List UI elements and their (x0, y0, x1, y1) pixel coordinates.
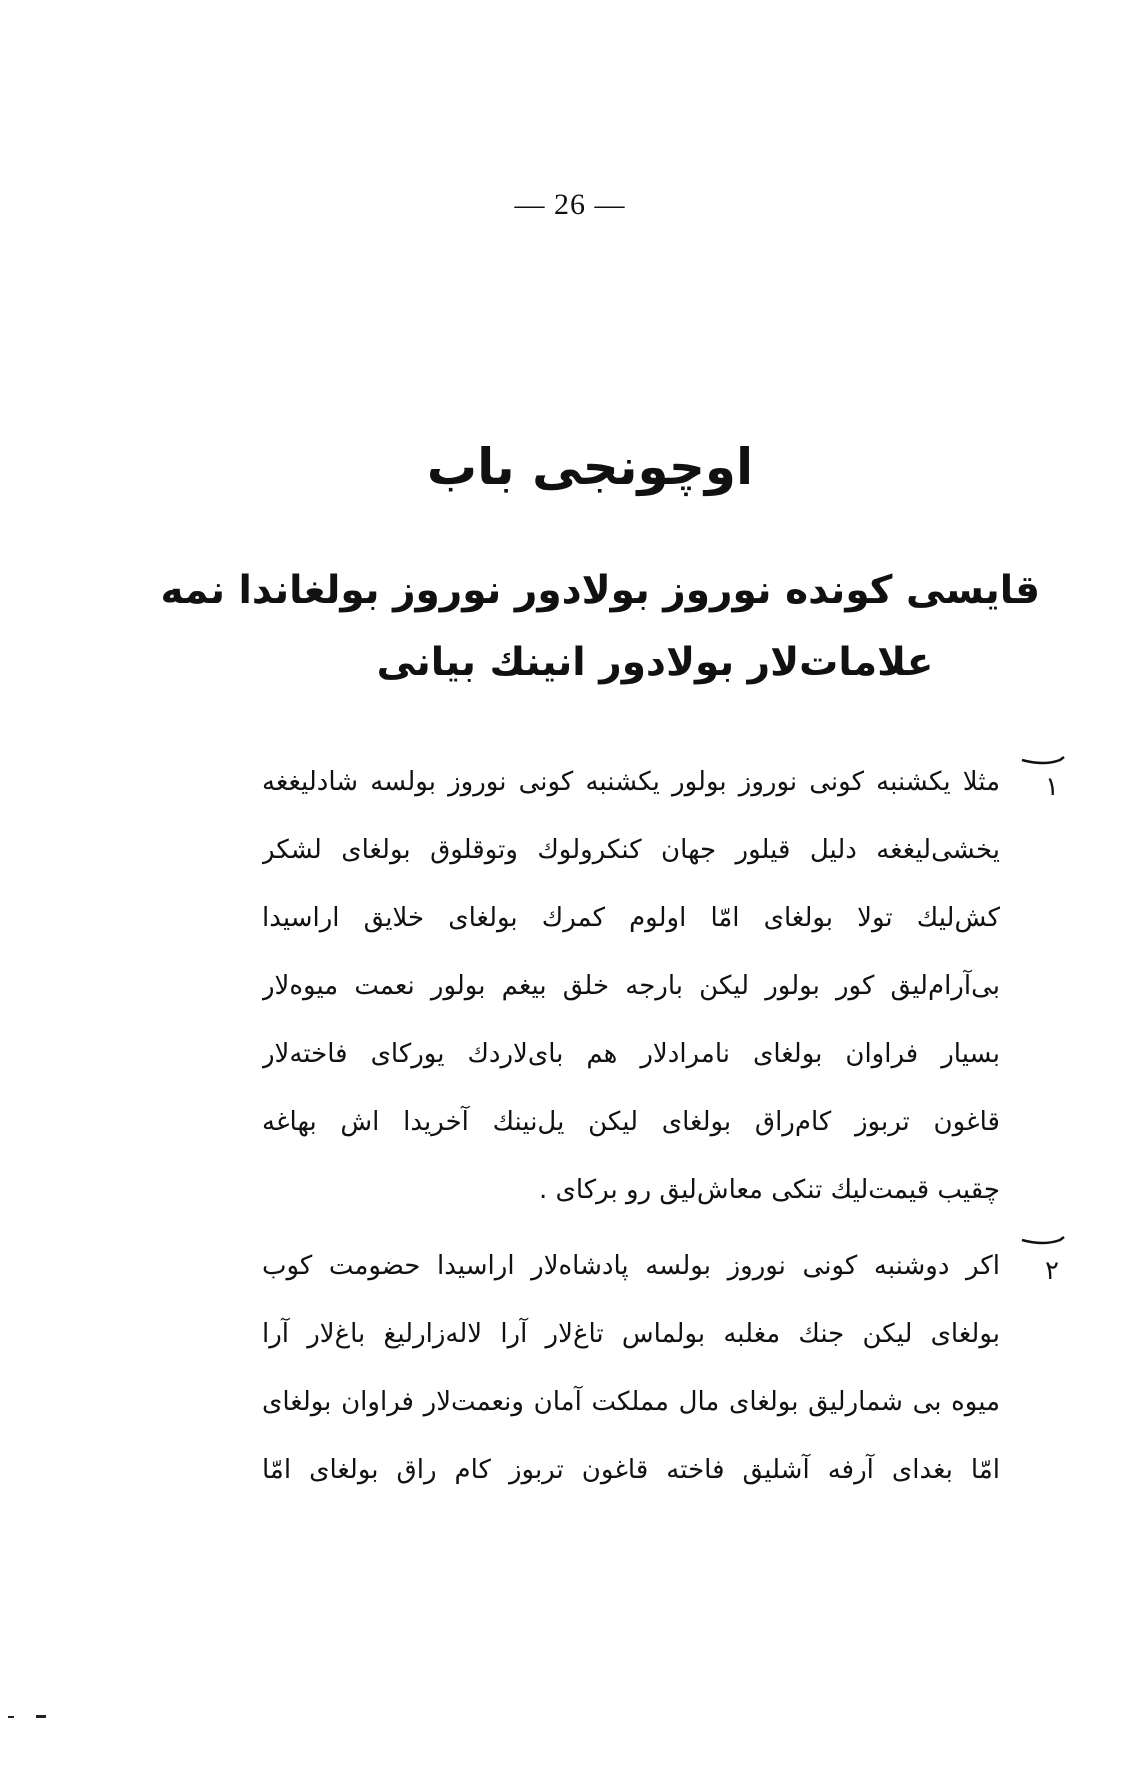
paragraph-line: میوه بی شمارلیق بولغای مال مملکت آمان ونعمت‌لار فراوان بولغای (262, 1387, 1000, 1417)
margin-mark-icon (1020, 756, 1068, 768)
paragraph-line: چقیب قیمت‌لیك تنکی معاش‌لیق رو برکای . (538, 1175, 1000, 1205)
paragraph-line: بسیار فراوان بولغای نامرادلار هم بای‌لاردك یورکای فاخته‌لار (262, 1039, 1000, 1069)
paragraph-line: یخشی‌لیغغه دلیل قیلور جهان کنکرولوك وتوقلوق بولغای لشکر (262, 835, 1000, 865)
chapter-title: اوچونجی باب (426, 438, 754, 496)
paragraph-line: کش‌لیك تولا بولغای امّا اولوم کمرك بولغای خلایق اراسیدا (262, 903, 1000, 933)
paragraph-line: بولغای لیکن جنك مغلبه بولماس تاغ‌لار آرا لاله‌زارلیغ باغ‌لار آرا (262, 1319, 1000, 1349)
margin-mark-icon (1020, 1236, 1068, 1248)
paragraph-line: قاغون تربوز کام‌راق بولغای لیکن یل‌نینك آخریدا اش بهاغه (262, 1107, 1000, 1137)
paragraph-line: اکر دوشنبه کونی نوروز بولسه پادشاه‌لار اراسیدا حضومت کوب (262, 1251, 1000, 1281)
paragraph-line: مثلا یکشنبه کونی نوروز بولور یکشنبه کونی نوروز بولسه شادلیغغه (262, 767, 1000, 797)
page-number: — 26 — (514, 188, 626, 221)
scan-artifact-icon (8, 1712, 58, 1722)
paragraph-number: ۲ (1045, 1256, 1059, 1286)
section-title-line-2: علامات‌لار بولادور انینك بیانی (376, 640, 934, 685)
paragraph-line: امّا بغدای آرفه آشلیق فاخته قاغون تربوز کام راق بولغای امّا (262, 1455, 1000, 1485)
paragraph-line: بی‌آرام‌لیق کور بولور لیکن بارجه خلق بیغم بولور نعمت میوه‌لار (262, 971, 1000, 1001)
paragraph-number: ۱ (1045, 772, 1059, 802)
section-title-line-1: قایسی کونده نوروز بولادور نوروز بولغاندا نمه (160, 568, 1040, 613)
